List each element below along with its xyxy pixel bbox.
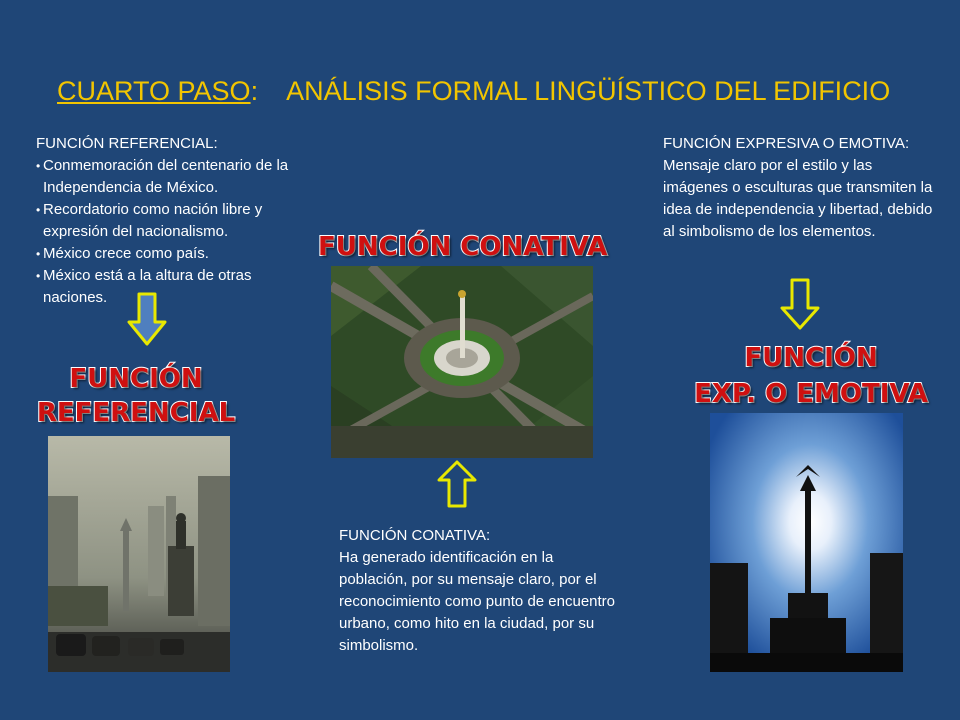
conativa-text-block <box>339 525 619 657</box>
referencial-bullet: • Recordatorio como nación libre y expresión del nacionalismo. <box>36 199 308 243</box>
title-colon: : <box>250 76 259 106</box>
referencial-bullet: • México está a la altura de otras naciones. <box>36 265 308 309</box>
conativa-big-label: FUNCIÓN CONATIVA <box>318 232 608 262</box>
referencial-heading: FUNCIÓN REFERENCIAL: <box>36 135 218 152</box>
referencial-bullet: • Conmemoración del centenario de la Independencia de México. <box>36 155 308 199</box>
referencial-big-label <box>30 362 242 430</box>
arrow-down-icon <box>127 292 167 346</box>
title-step: CUARTO PASO <box>57 76 251 106</box>
title-subject: ANÁLISIS FORMAL LINGÜÍSTICO DEL EDIFICIO <box>286 76 891 106</box>
referencial-bullet-list <box>36 155 308 309</box>
arrow-down-icon <box>780 278 820 330</box>
expresiva-heading: FUNCIÓN EXPRESIVA O EMOTIVA: <box>663 135 910 152</box>
referencial-big-label-line2: REFERENCIAL <box>36 398 236 428</box>
conativa-body: Ha generado identificación en la población, por su mensaje claro, por el reconocimiento como punto de encuentro urbano, como hito en la ciudad, por su simbolismo. <box>339 549 616 654</box>
expresiva-big-label-line1: FUNCIÓN <box>744 343 878 373</box>
arrow-up-icon <box>437 460 477 508</box>
slide-title <box>57 76 890 107</box>
expresiva-big-label <box>688 340 934 412</box>
referencial-bullet: • México crece como país. <box>36 243 308 265</box>
expresiva-text-block <box>663 133 935 243</box>
conativa-heading: FUNCIÓN CONATIVA: <box>339 527 491 544</box>
expresiva-body: Mensaje claro por el estilo y las imágenes o esculturas que transmiten la idea de independencia y libertad, debido al simbolismo de los elementos. <box>663 157 933 240</box>
referencial-big-label-line1: FUNCIÓN <box>69 364 203 394</box>
photo-aerial-roundabout <box>331 266 593 458</box>
photo-backlit-monument <box>710 413 903 672</box>
referencial-text-block <box>36 133 308 309</box>
photo-street-monument <box>48 436 230 672</box>
expresiva-big-label-line2: EXP. O EMOTIVA <box>694 379 928 409</box>
